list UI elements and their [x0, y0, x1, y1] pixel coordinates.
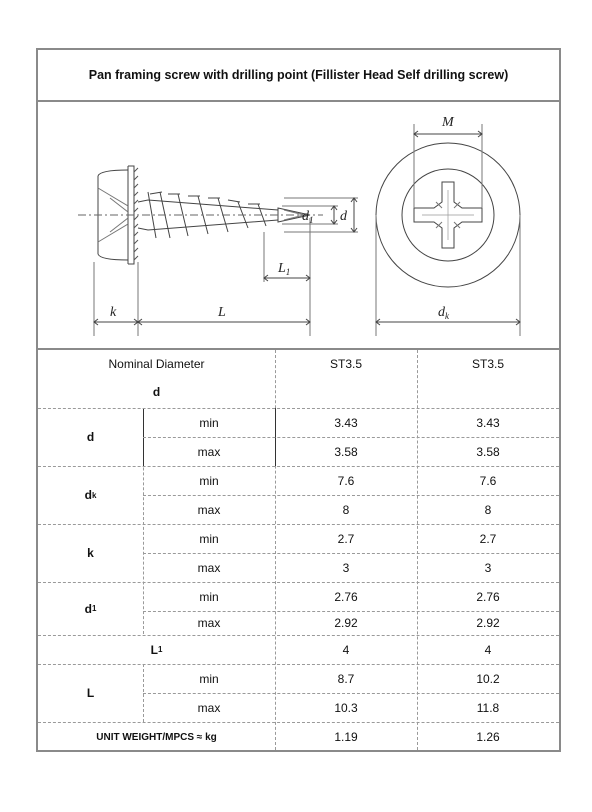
label-d1: $d_1$: [302, 209, 314, 225]
row-dk-max-label: max: [197, 502, 221, 517]
row-d1-min-label: min: [199, 589, 219, 604]
row-k-min-col1: 2.7: [337, 531, 355, 546]
row-label-L1: L 1: [150, 642, 163, 657]
row-label-d1: d 1: [84, 601, 97, 616]
row-k-max-col2: 3: [484, 560, 492, 575]
row-label-L: L: [86, 686, 95, 700]
row-d-min-col1: 3.43: [334, 415, 358, 430]
row-label-unit-weight: UNIT WEIGHT/MPCS ≈ kg: [96, 731, 217, 743]
header-nominal-d: d: [152, 385, 161, 399]
spec-sheet: [36, 48, 561, 752]
row-weight-col2: 1.26: [476, 730, 500, 744]
row-k-max-col1: 3: [342, 560, 350, 575]
row-k-min-col2: 2.7: [479, 531, 497, 546]
row-L1-col1: 4: [342, 642, 350, 657]
label-L: L: [218, 305, 226, 320]
row-L1-col2: 4: [484, 642, 492, 657]
row-L-max-col1: 10.3: [334, 700, 358, 715]
label-M: M: [442, 115, 454, 130]
row-d-max-col2: 3.58: [476, 444, 500, 459]
row-k-min-label: min: [199, 531, 219, 546]
row-d1-max-label: max: [197, 616, 221, 630]
row-k-max-label: max: [197, 560, 221, 575]
header-nominal-diameter: Nominal Diameter: [108, 357, 205, 371]
label-dk: $d_k$: [438, 305, 449, 321]
row-d-max-col1: 3.58: [334, 444, 358, 459]
row-L-max-label: max: [197, 700, 221, 715]
row-dk-max-col2: 8: [484, 502, 492, 517]
row-L-min-col2: 10.2: [476, 671, 500, 686]
row-d1-max-col1: 2.92: [334, 616, 358, 630]
row-label-k: k: [87, 546, 94, 560]
row-label-d: d: [86, 430, 95, 444]
header-col2: ST3.5: [471, 357, 504, 371]
row-L-min-col1: 8.7: [337, 671, 355, 686]
row-d1-max-col2: 2.92: [476, 616, 500, 630]
row-dk-min-label: min: [199, 473, 219, 488]
row-d-max-label: max: [197, 444, 221, 459]
label-L1: $L_1$: [278, 261, 291, 277]
row-dk-max-col1: 8: [342, 502, 350, 517]
header-col1: ST3.5: [329, 357, 362, 371]
row-L-min-label: min: [199, 671, 219, 686]
page-title: Pan framing screw with drilling point (Fillister Head Self drilling screw): [38, 50, 559, 102]
label-d: d: [340, 209, 347, 224]
row-L-max-col2: 11.8: [476, 700, 500, 715]
row-d-min-label: min: [199, 415, 219, 430]
row-d-min-col2: 3.43: [476, 415, 500, 430]
row-dk-min-col2: 7.6: [479, 473, 497, 488]
row-label-dk: d k: [84, 488, 97, 502]
screw-drawing-svg: [38, 102, 559, 348]
row-d1-min-col2: 2.76: [476, 589, 500, 604]
row-d1-min-col1: 2.76: [334, 589, 358, 604]
row-weight-col1: 1.19: [334, 730, 358, 744]
row-dk-min-col1: 7.6: [337, 473, 355, 488]
technical-drawing: [38, 102, 559, 350]
label-k: k: [110, 305, 117, 320]
